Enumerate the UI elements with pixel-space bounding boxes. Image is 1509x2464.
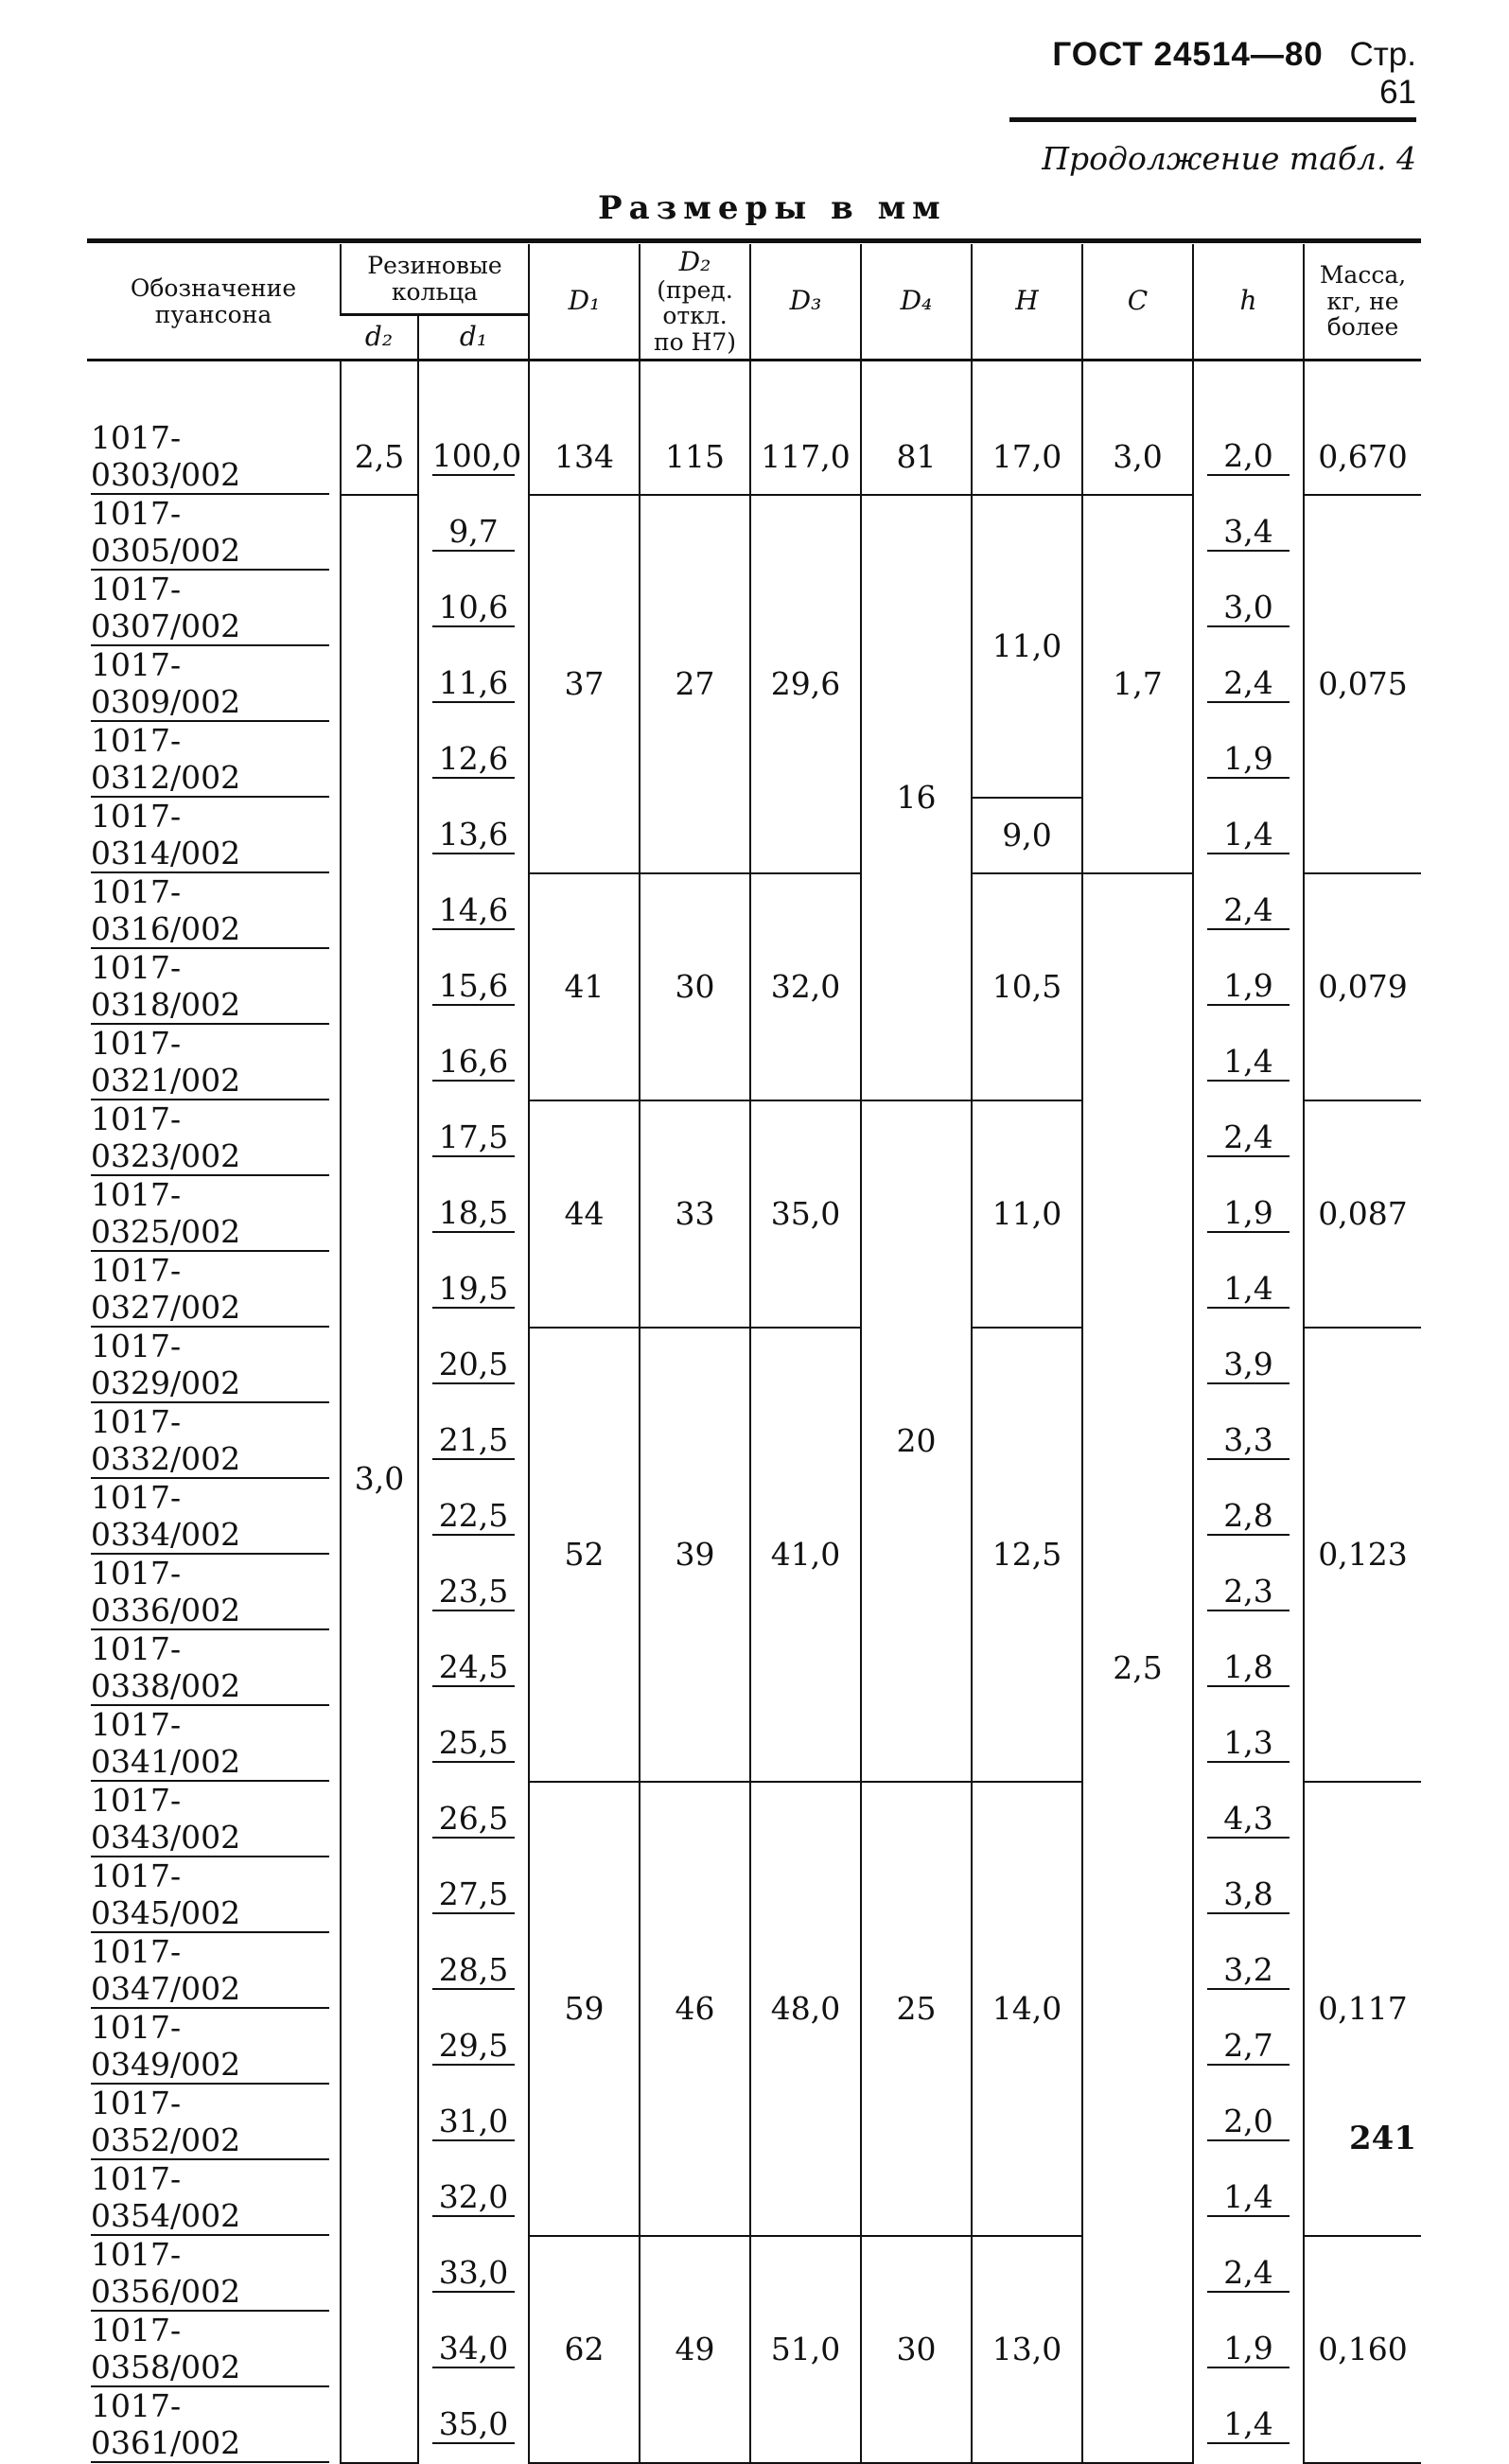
punch-designation: 1017-0329/002	[87, 1328, 341, 1403]
col-D2: D₂ (пред. откл. по Н7)	[640, 244, 750, 361]
cell-h: 3,3	[1193, 1403, 1304, 1479]
cell-d1: 27,5	[418, 1857, 529, 1933]
cell-d1: 13,6	[418, 798, 529, 873]
punch-designation: 1017-0309/002	[87, 646, 341, 722]
cell-d1: 11,6	[418, 646, 529, 722]
punch-designation: 1017-0312/002	[87, 722, 341, 798]
cell-D3: 32,0	[750, 873, 861, 1100]
col-designation: Обозначение пуансона	[87, 244, 341, 361]
cell-mass: 0,087	[1304, 1100, 1421, 1328]
cell-mass: 0,079	[1304, 873, 1421, 1100]
cell-d2: 3,0	[341, 495, 418, 2463]
cell-D3: 35,0	[750, 1100, 861, 1328]
cell-D2: 46	[640, 1782, 750, 2236]
cell-H: 12,5	[972, 1328, 1082, 1782]
cell-D4: 25	[861, 1782, 972, 2236]
cell-d1: 10,6	[418, 571, 529, 646]
cell-D4: 16	[861, 495, 972, 1100]
table-row	[87, 495, 1421, 571]
punch-designation: 1017-0321/002	[87, 1025, 341, 1100]
col-D4: D₄	[861, 244, 972, 361]
cell-d1: 33,0	[418, 2236, 529, 2312]
cell-h: 1,9	[1193, 2312, 1304, 2387]
cell-h: 2,8	[1193, 1479, 1304, 1555]
cell-h: 1,8	[1193, 1630, 1304, 1706]
punch-designation: 1017-0341/002	[87, 1706, 341, 1782]
table-row	[87, 1328, 1421, 1403]
cell-D2: 30	[640, 873, 750, 1100]
page-label: Стр. 61	[1349, 36, 1416, 111]
cell-d2: 2,5	[341, 419, 418, 495]
cell-d1: 25,5	[418, 1706, 529, 1782]
cell-h: 4,3	[1193, 1782, 1304, 1857]
col-d2: d₂	[341, 315, 418, 361]
cell-d1: 19,5	[418, 1252, 529, 1328]
cell-D2: 115	[640, 419, 750, 495]
cell-h: 1,4	[1193, 2160, 1304, 2236]
punch-designation: 1017-0349/002	[87, 2009, 341, 2085]
punch-designation: 1017-0325/002	[87, 1176, 341, 1252]
cell-h: 1,4	[1193, 1025, 1304, 1100]
cell-d1: 100,0	[418, 419, 529, 495]
punch-designation: 1017-0323/002	[87, 1100, 341, 1176]
cell-H: 11,0	[972, 1100, 1082, 1328]
cell-h: 1,4	[1193, 798, 1304, 873]
col-D1: D₁	[529, 244, 640, 361]
cell-H: 11,0	[972, 495, 1082, 798]
cell-d1: 32,0	[418, 2160, 529, 2236]
cell-d1: 20,5	[418, 1328, 529, 1403]
cell-D3: 117,0	[750, 419, 861, 495]
cell-d1: 34,0	[418, 2312, 529, 2387]
cell-D3: 29,6	[750, 495, 861, 873]
cell-d1: 18,5	[418, 1176, 529, 1252]
cell-h: 3,8	[1193, 1857, 1304, 1933]
punch-designation: 1017-0347/002	[87, 1933, 341, 2009]
cell-H: 10,5	[972, 873, 1082, 1100]
cell-H: 13,0	[972, 2236, 1082, 2463]
cell-d1: 17,5	[418, 1100, 529, 1176]
cell-H: 9,0	[972, 798, 1082, 873]
cell-d1: 28,5	[418, 1933, 529, 2009]
cell-C: 1,7	[1082, 495, 1193, 873]
col-C: C	[1082, 244, 1193, 361]
cell-D4: 20	[861, 1100, 972, 1782]
cell-mass: 0,160	[1304, 2236, 1421, 2463]
punch-designation: 1017-0332/002	[87, 1403, 341, 1479]
cell-D1: 37	[529, 495, 640, 873]
cell-d1: 16,6	[418, 1025, 529, 1100]
cell-d1: 35,0	[418, 2387, 529, 2463]
cell-d1: 23,5	[418, 1555, 529, 1630]
cell-d1: 26,5	[418, 1782, 529, 1857]
cell-d1: 9,7	[418, 495, 529, 571]
table-row	[87, 419, 1421, 495]
cell-h: 3,0	[1193, 571, 1304, 646]
col-D2-note: (пред. откл. по Н7)	[653, 275, 737, 356]
cell-h: 2,0	[1193, 419, 1304, 495]
cell-h: 2,4	[1193, 2236, 1304, 2312]
punch-designation: 1017-0303/002	[87, 419, 341, 495]
punch-designation: 1017-0318/002	[87, 949, 341, 1025]
cell-D3: 48,0	[750, 1782, 861, 2236]
dimensions-note: Размеры в мм	[598, 189, 947, 227]
punch-designation: 1017-0356/002	[87, 2236, 341, 2312]
cell-H: 17,0	[972, 419, 1082, 495]
col-D3: D₃	[750, 244, 861, 361]
cell-h: 1,9	[1193, 722, 1304, 798]
table-body	[87, 361, 1421, 2463]
cell-D3: 51,0	[750, 2236, 861, 2463]
cell-h: 1,9	[1193, 1176, 1304, 1252]
cell-h: 1,4	[1193, 2387, 1304, 2463]
cell-mass: 0,123	[1304, 1328, 1421, 1782]
cell-D2: 27	[640, 495, 750, 873]
cell-h: 1,4	[1193, 1252, 1304, 1328]
cell-d1: 14,6	[418, 873, 529, 949]
table-top-rule	[87, 238, 1421, 243]
cell-h: 2,4	[1193, 646, 1304, 722]
col-d1: d₁	[418, 315, 529, 361]
cell-d1: 21,5	[418, 1403, 529, 1479]
cell-D2: 49	[640, 2236, 750, 2463]
col-mass: Масса, кг, не более	[1304, 244, 1421, 361]
cell-h: 2,4	[1193, 1100, 1304, 1176]
cell-C: 2,5	[1082, 873, 1193, 2463]
cell-mass: 0,117	[1304, 1782, 1421, 2236]
cell-h: 2,4	[1193, 873, 1304, 949]
cell-mass: 0,075	[1304, 495, 1421, 873]
punch-designation: 1017-0336/002	[87, 1555, 341, 1630]
cell-d1: 29,5	[418, 2009, 529, 2085]
cell-d1: 12,6	[418, 722, 529, 798]
punch-designation: 1017-0354/002	[87, 2160, 341, 2236]
page-header	[1009, 36, 1416, 122]
cell-D4: 81	[861, 419, 972, 495]
cell-d1: 15,6	[418, 949, 529, 1025]
cell-C: 3,0	[1082, 419, 1193, 495]
standard-number: ГОСТ 24514—80	[1052, 36, 1324, 73]
punch-designation: 1017-0305/002	[87, 495, 341, 571]
punch-dimensions-table	[87, 244, 1421, 2464]
cell-h: 2,3	[1193, 1555, 1304, 1630]
table-row	[87, 1100, 1421, 1176]
table-row	[87, 2236, 1421, 2312]
cell-D1: 44	[529, 1100, 640, 1328]
cell-D2: 33	[640, 1100, 750, 1328]
cell-D1: 41	[529, 873, 640, 1100]
punch-designation: 1017-0327/002	[87, 1252, 341, 1328]
col-rubber-rings: Резиновые кольца	[341, 244, 529, 315]
cell-D3: 41,0	[750, 1328, 861, 1782]
cell-D1: 52	[529, 1328, 640, 1782]
punch-designation: 1017-0307/002	[87, 571, 341, 646]
cell-mass: 0,670	[1304, 419, 1421, 495]
punch-designation: 1017-0316/002	[87, 873, 341, 949]
cell-d1: 31,0	[418, 2085, 529, 2160]
cell-h: 3,4	[1193, 495, 1304, 571]
table-row	[87, 873, 1421, 949]
punch-designation: 1017-0314/002	[87, 798, 341, 873]
cell-h: 1,3	[1193, 1706, 1304, 1782]
cell-d1: 22,5	[418, 1479, 529, 1555]
cell-D4: 30	[861, 2236, 972, 2463]
punch-designation: 1017-0358/002	[87, 2312, 341, 2387]
cell-d1: 24,5	[418, 1630, 529, 1706]
punch-designation: 1017-0343/002	[87, 1782, 341, 1857]
page-number: 241	[1349, 2120, 1416, 2157]
cell-h: 2,7	[1193, 2009, 1304, 2085]
cell-h: 3,9	[1193, 1328, 1304, 1403]
col-H: H	[972, 244, 1082, 361]
cell-D2: 39	[640, 1328, 750, 1782]
cell-D1: 134	[529, 419, 640, 495]
cell-h: 2,0	[1193, 2085, 1304, 2160]
punch-designation: 1017-0361/002	[87, 2387, 341, 2463]
cell-h: 3,2	[1193, 1933, 1304, 2009]
punch-designation: 1017-0338/002	[87, 1630, 341, 1706]
table-continuation-label: Продолжение табл. 4	[1042, 140, 1416, 177]
cell-H: 14,0	[972, 1782, 1082, 2236]
cell-D1: 59	[529, 1782, 640, 2236]
cell-D1: 62	[529, 2236, 640, 2463]
cell-h: 1,9	[1193, 949, 1304, 1025]
table-row	[87, 1782, 1421, 1857]
punch-designation: 1017-0334/002	[87, 1479, 341, 1555]
punch-designation: 1017-0345/002	[87, 1857, 341, 1933]
punch-designation: 1017-0352/002	[87, 2085, 341, 2160]
col-h: h	[1193, 244, 1304, 361]
